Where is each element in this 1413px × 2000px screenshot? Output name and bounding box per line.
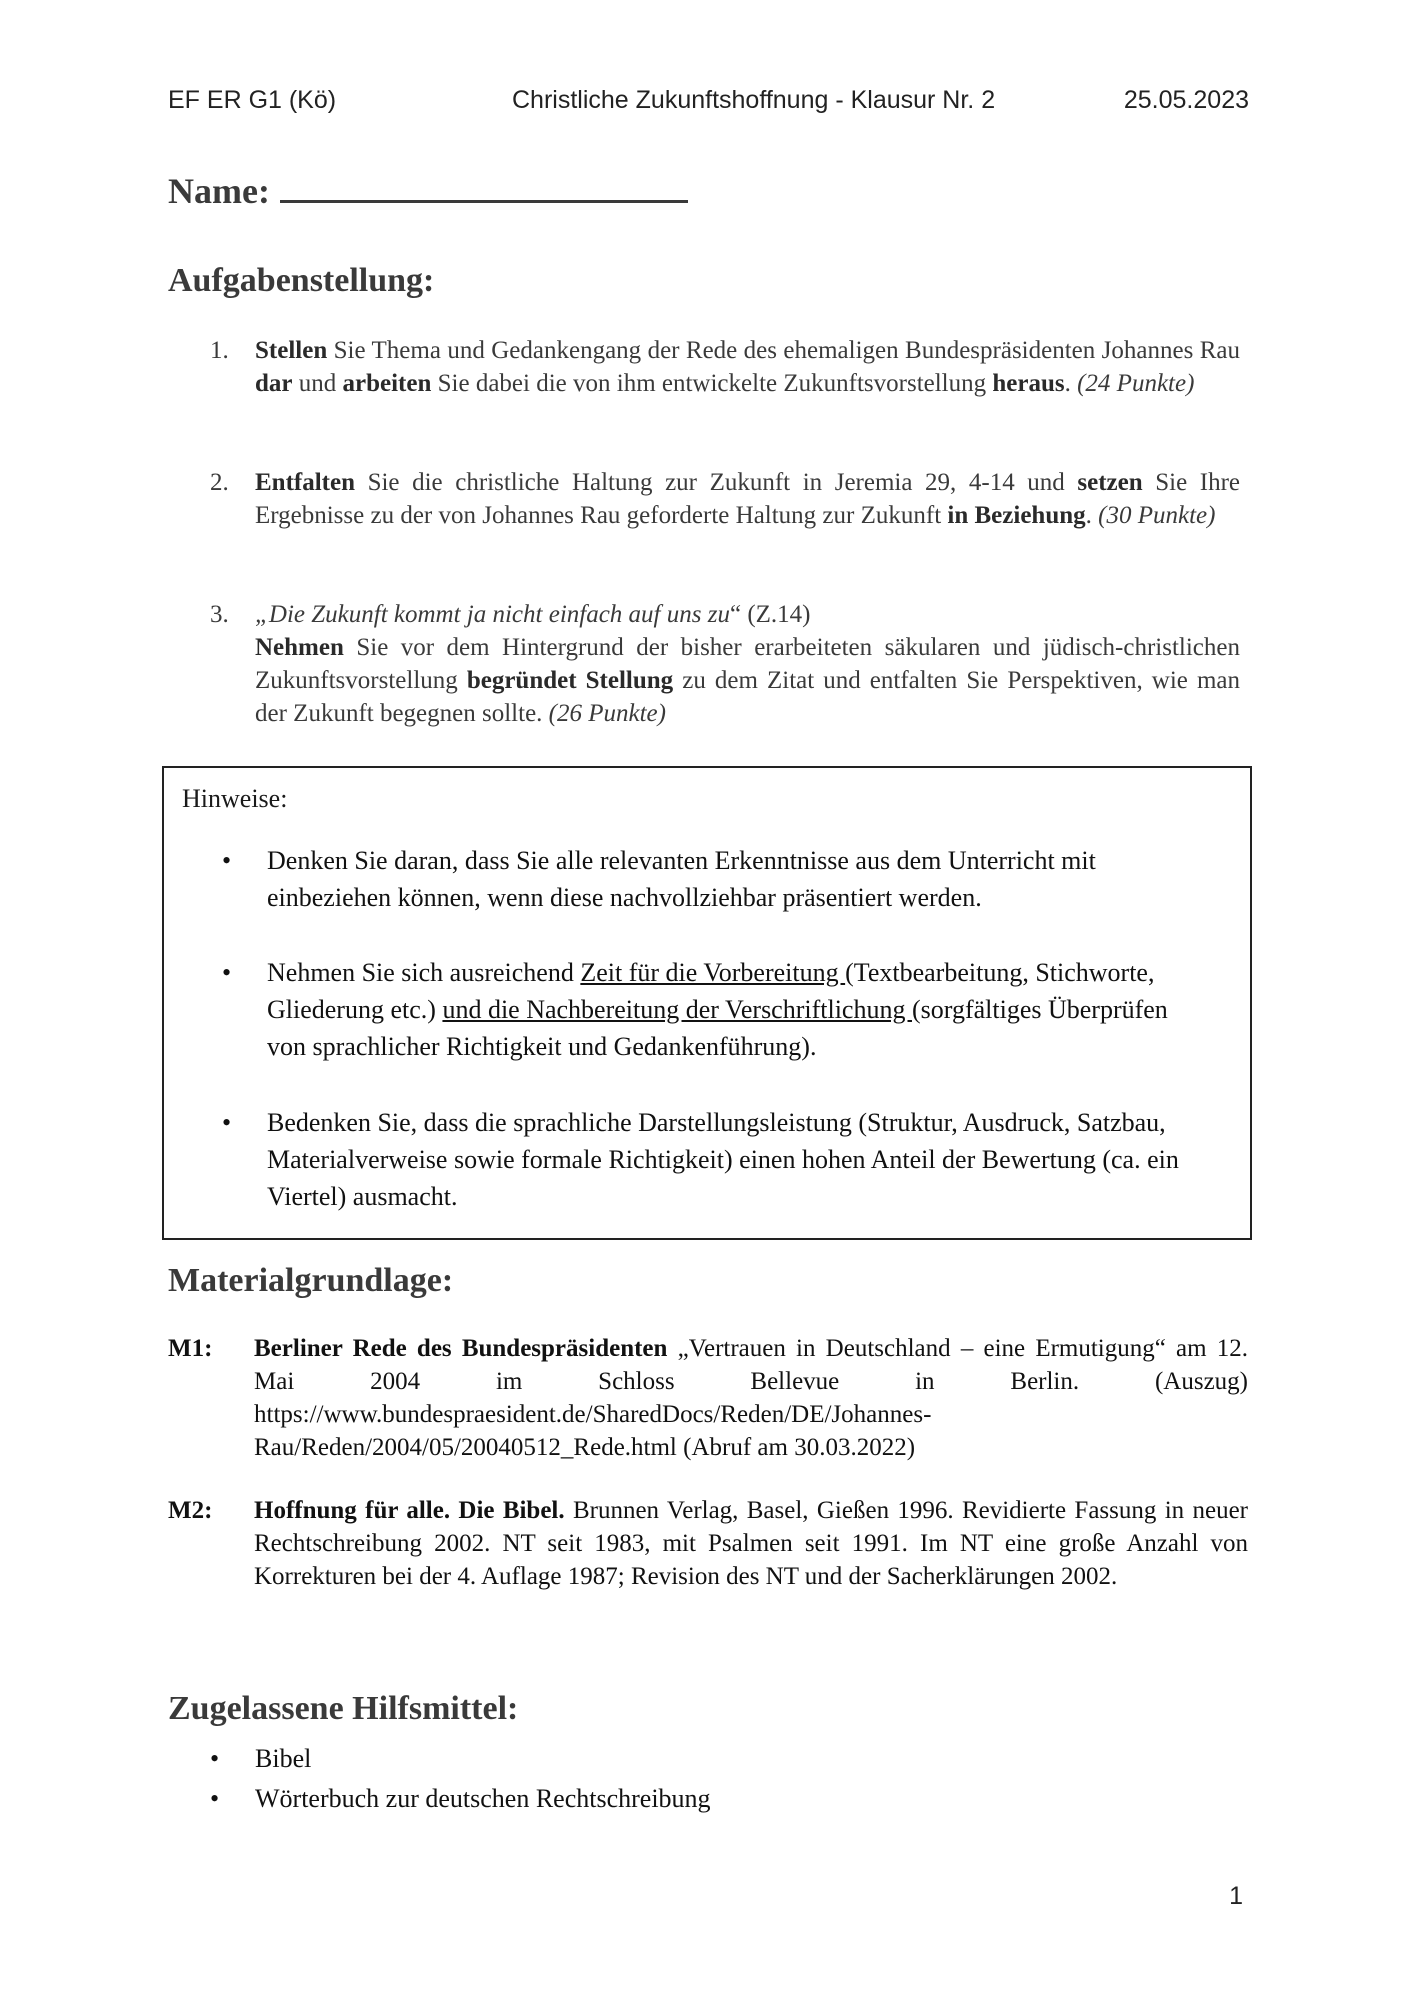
- text-run: Sie die christliche Haltung zur Zukunft in Jeremia 29, 4-14 und: [355, 469, 1078, 496]
- aid-text: Wörterbuch zur deutschen Rechtschreibung: [255, 1784, 711, 1813]
- text-run: Sie Thema und Gedankengang der Rede des ehemaligen Bundespräsidenten Johannes Rau: [327, 337, 1240, 364]
- text-run: Brunnen Verlag, Basel, Gießen 1996. Revidierte Fassung in neuer Rechtschreibung 2002. NT seit 1983, mit Psalmen seit 1991. Im NT eine große Anzahl von Korrekturen bei der 4. Auflage 1987; Revision des NT und der Sacherklärungen 2002.: [254, 1497, 1248, 1590]
- task-1: [210, 334, 1240, 400]
- materials-heading: Materialgrundlage:: [168, 1262, 454, 1299]
- material-text: [254, 1494, 1248, 1593]
- material-m2: [168, 1494, 1248, 1593]
- name-field: [168, 166, 688, 212]
- page-number: 1: [1229, 1882, 1243, 1910]
- header-title: Christliche Zukunftshoffnung - Klausur Nr. 2: [512, 86, 996, 114]
- hint-text: [267, 842, 1212, 916]
- bullet-icon: •: [210, 1784, 220, 1813]
- material-text: [254, 1332, 1248, 1464]
- name-label: Name:: [168, 171, 270, 211]
- task-number: 1.: [210, 337, 229, 364]
- material-label: M2:: [168, 1497, 213, 1524]
- hints-title: Hinweise:: [182, 784, 288, 813]
- hint-item: [222, 842, 1212, 916]
- aid-text: Bibel: [255, 1744, 312, 1773]
- task-2: [210, 466, 1240, 532]
- task-number: 3.: [210, 601, 229, 628]
- text-run: Sie dabei die von ihm entwickelte Zukunftsvorstellung: [431, 370, 993, 397]
- text-run: Bedenken Sie, dass die sprachliche Darstellungsleistung (Struktur, Ausdruck, Satzbau, Materialverweise sowie formale Richtigkeit) einen hohen Anteil der Bewertung (ca. ein Viertel) ausmacht.: [267, 1108, 1179, 1211]
- hint-text: [267, 954, 1212, 1065]
- emphasis-italic: (26 Punkte): [548, 700, 666, 727]
- header-date: 25.05.2023: [1123, 86, 1249, 114]
- task-3: [210, 598, 1240, 730]
- hints-box: [162, 766, 1252, 1240]
- bullet-icon: •: [222, 846, 232, 875]
- emphasis-bold: setzen: [1077, 469, 1143, 496]
- text-run: Sie Ihre Ergebnisse zu der von Johannes Rau geforderte Haltung zur Zukunft: [255, 469, 1241, 529]
- emphasis-bold: begründet Stellung: [466, 667, 674, 694]
- aids-heading: Zugelassene Hilfsmittel:: [168, 1690, 519, 1727]
- emphasis-italic: (30 Punkte): [1098, 502, 1216, 529]
- tasks-heading: Aufgabenstellung:: [168, 262, 435, 299]
- name-blank-line[interactable]: [280, 166, 688, 203]
- text-run: Nehmen Sie sich ausreichend: [267, 958, 581, 987]
- bullet-icon: •: [222, 1108, 232, 1137]
- text-run: und: [292, 370, 343, 397]
- task-text: [255, 631, 1240, 730]
- emphasis-bold: arbeiten: [342, 370, 432, 397]
- header-course: EF ER G1 (Kö): [168, 86, 337, 114]
- text-run: Sie vor dem Hintergrund der bisher erarbeiteten säkularen und jüdisch-christlichen Zukunftsvorstellung: [255, 634, 1240, 694]
- task-number: 2.: [210, 469, 229, 496]
- text-run: (sorgfältiges Überprüfen von sprachlicher Richtigkeit und Gedankenführung).: [267, 995, 1168, 1061]
- task-quote: [255, 598, 1240, 631]
- text-run: .: [1064, 370, 1078, 397]
- emphasis-underline: Zeit für die Vorbereitung: [580, 958, 846, 987]
- hint-item: [222, 1104, 1212, 1215]
- emphasis-bold: Entfalten: [255, 469, 355, 496]
- emphasis-bold: in Beziehung: [947, 502, 1086, 529]
- task-text: [255, 334, 1240, 400]
- text-run: „Vertrauen in Deutschland – eine Ermutigung“ am 12. Mai 2004 im Schloss Bellevue in Berlin. (Auszug) https://www.bundespraesident.de/SharedDocs/Reden/DE/Johannes-Rau/Reden/2004/05/20040512_Rede.html (Abruf am 30.03.2022): [254, 1335, 1248, 1461]
- hint-item: [222, 954, 1212, 1065]
- emphasis-underline: und die Nachbereitung der Verschriftlichung: [442, 995, 912, 1024]
- emphasis-bold: Berliner Rede des Bundespräsidenten: [254, 1335, 668, 1362]
- emphasis-bold: dar: [255, 370, 293, 397]
- material-m1: [168, 1332, 1248, 1464]
- emphasis-bold: Nehmen: [255, 634, 344, 661]
- text-run: Denken Sie daran, dass Sie alle relevanten Erkenntnisse aus dem Unterricht mit einbeziehen können, wenn diese nachvollziehbar präsentiert werden.: [267, 846, 1096, 912]
- aid-item: [210, 1744, 311, 1774]
- text-run: zu dem Zitat und entfalten Sie Perspektiven, wie man der Zukunft begegnen sollte.: [255, 667, 1240, 727]
- emphasis-bold: heraus: [992, 370, 1065, 397]
- emphasis-bold: Stellen: [255, 337, 328, 364]
- bullet-icon: •: [210, 1744, 220, 1773]
- emphasis-bold: Hoffnung für alle. Die Bibel.: [254, 1497, 565, 1524]
- emphasis-italic: „Die Zukunft kommt ja nicht einfach auf uns zu: [255, 601, 730, 628]
- aid-item: [210, 1784, 711, 1814]
- text-run: .: [1085, 502, 1099, 529]
- text-run: (Textbearbeitung, Stichworte, Gliederung etc.): [267, 958, 1155, 1024]
- bullet-icon: •: [222, 958, 232, 987]
- hint-text: [267, 1104, 1212, 1215]
- task-text: [255, 466, 1240, 532]
- material-label: M1:: [168, 1335, 213, 1362]
- emphasis-italic: (24 Punkte): [1077, 370, 1195, 397]
- text-run: “ (Z.14): [729, 601, 811, 628]
